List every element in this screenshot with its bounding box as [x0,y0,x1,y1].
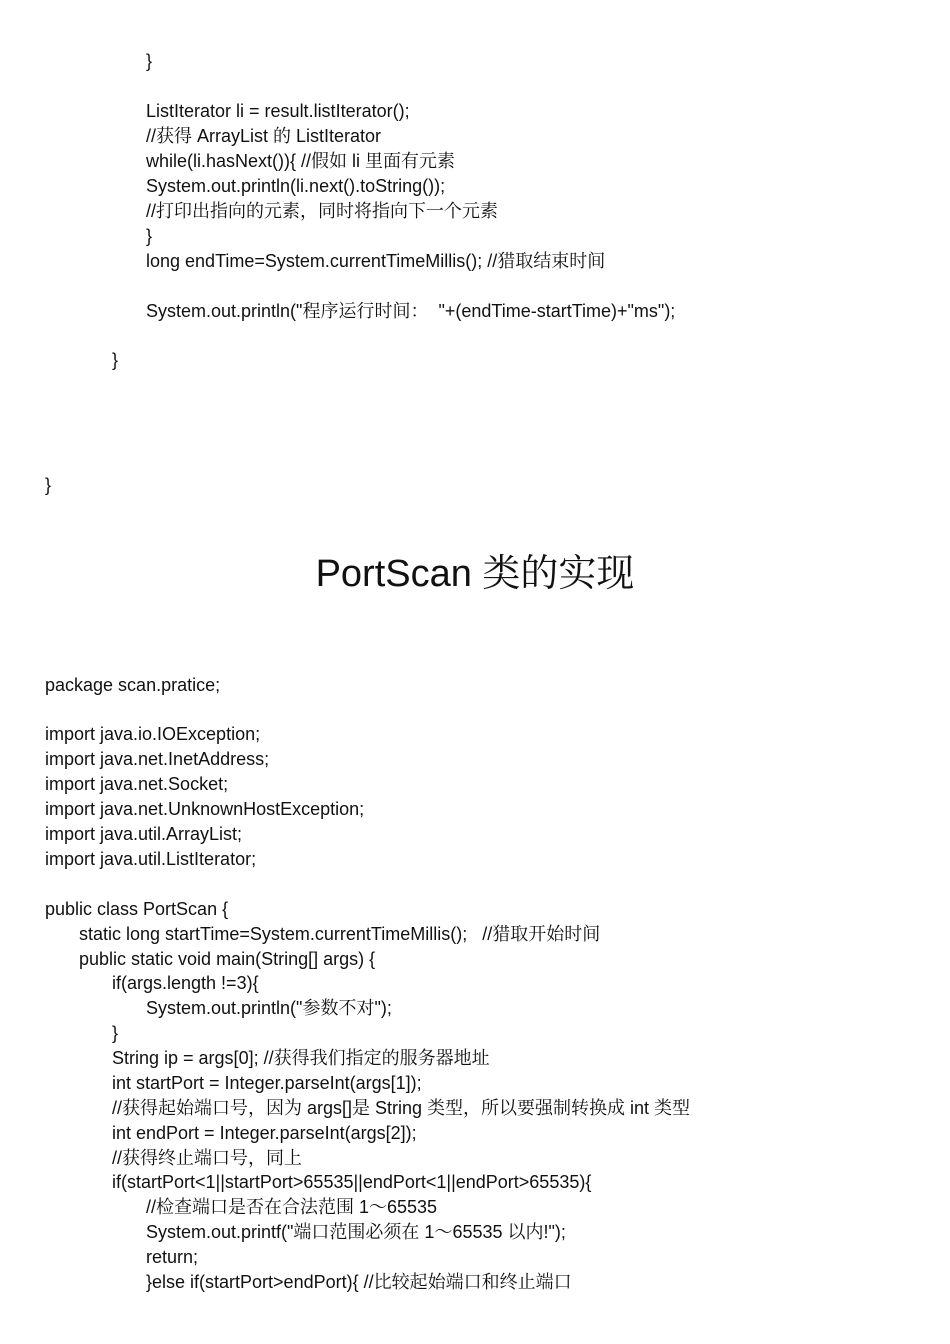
code-line: if(args.length !=3){ [112,973,259,993]
code-line: while(li.hasNext()){ //假如 li 里面有元素 [146,151,456,171]
code-line: import java.util.ListIterator; [45,849,257,869]
code-comment: //获得 ArrayList 的 ListIterator [146,126,382,146]
code-line: } [112,1023,119,1043]
code-line: public static void main(String[] args) { [79,949,376,969]
code-line: } [146,226,153,246]
code-line: import java.util.ArrayList; [45,824,243,844]
code-line: long endTime=System.currentTimeMillis(); //猎取结束时间 [146,251,606,271]
code-line: System.out.println(li.next().toString()); [146,176,446,196]
code-line: int startPort = Integer.parseInt(args[1]); [112,1073,422,1093]
code-line: System.out.printf("端口范围必须在 1～65535 以内!"); [146,1222,566,1242]
code-line: int endPort = Integer.parseInt(args[2]); [112,1123,417,1143]
code-line: } [112,350,119,370]
code-line: import java.net.InetAddress; [45,749,270,769]
code-line: }else if(startPort>endPort){ //比较起始端口和终止端口 [146,1272,572,1292]
code-line: return; [146,1247,199,1267]
code-line: static long startTime=System.currentTimeMillis(); //猎取开始时间 [79,924,601,944]
code-comment: //检查端口是否在合法范围 1～65535 [146,1197,438,1217]
code-line: package scan.pratice; [45,675,221,695]
code-line: import java.io.IOException; [45,724,261,744]
code-line: ListIterator li = result.listIterator(); [146,101,410,121]
code-line: System.out.println("程序运行时间： "+(endTime-startTime)+"ms"); [146,301,676,321]
code-line: public class PortScan { [45,899,229,919]
section-title: PortScan 类的实现 [315,553,635,595]
code-line: String ip = args[0]; //获得我们指定的服务器地址 [112,1048,490,1068]
code-comment: //获得终止端口号，同上 [112,1148,303,1168]
code-line: System.out.println("参数不对"); [146,998,392,1018]
code-line: } [45,475,52,495]
code-line: import java.net.Socket; [45,774,229,794]
code-comment: //打印出指向的元素，同时将指向下一个元素 [146,201,498,221]
code-line: import java.net.UnknownHostException; [45,799,365,819]
code-line: } [146,51,153,71]
code-line: if(startPort<1||startPort>65535||endPort<1||endPort>65535){ [112,1172,592,1192]
code-comment: //获得起始端口号，因为 args[]是 String 类型，所以要强制转换成 int 类型 [112,1098,691,1118]
